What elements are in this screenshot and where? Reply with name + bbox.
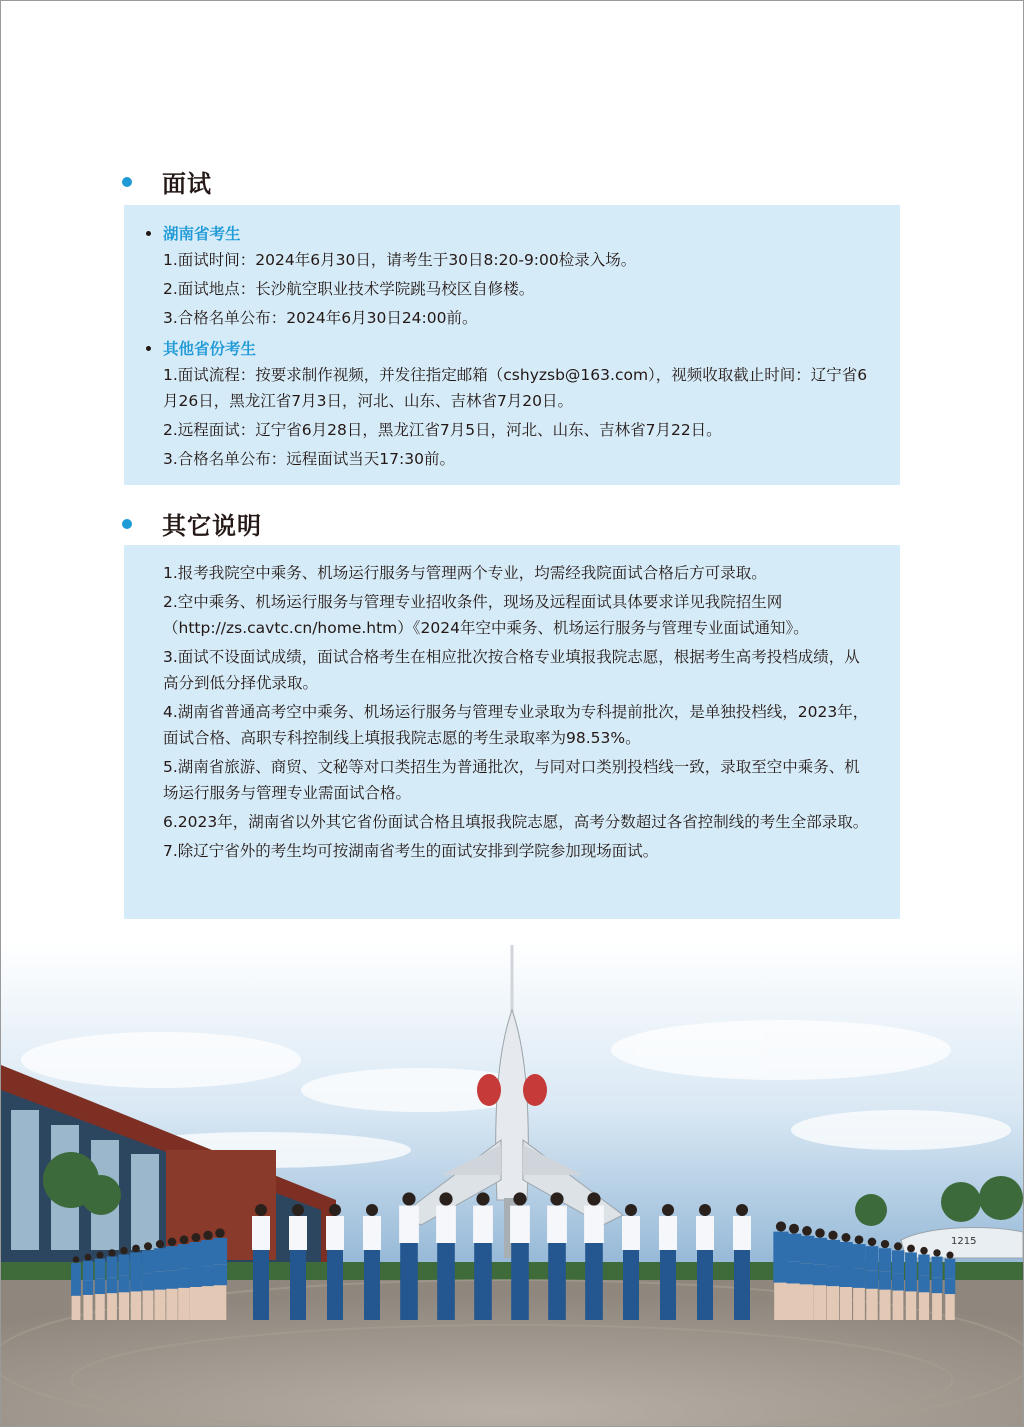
student-female — [177, 1235, 190, 1320]
student-female — [852, 1235, 865, 1320]
student-female — [71, 1256, 81, 1320]
student-female — [154, 1240, 166, 1320]
student-female — [866, 1238, 879, 1320]
student-female — [118, 1247, 129, 1320]
group-photo — [1, 940, 1023, 1426]
student-male — [473, 1192, 493, 1320]
note-item: 4.湖南省普通高考空中乘务、机场运行服务与管理专业录取为专科提前批次，是单独投档线，2023年，面试合格、高职专科控制线上填报我院志愿的考生录取率为98.53%。 — [163, 703, 869, 747]
student-female — [813, 1228, 827, 1320]
student-female — [201, 1231, 215, 1320]
heading-bullet-icon — [122, 177, 132, 187]
student-male — [326, 1204, 344, 1320]
student-female — [107, 1249, 118, 1320]
note-item: 5.湖南省旅游、商贸、文秘等对口类招生为普通批次，与同对口类别投档线一致，录取至空中乘务、机场运行服务与管理专业需面试合格。 — [163, 758, 860, 802]
student-male — [733, 1204, 751, 1320]
student-male — [252, 1204, 270, 1320]
others-line: 2.远程面试：辽宁省6月28日，黑龙江省7月5日，河北、山东、吉林省7月22日。 — [163, 421, 722, 439]
bullet-icon — [146, 231, 151, 236]
student-male — [510, 1192, 530, 1320]
student-male — [363, 1204, 381, 1320]
student-female — [189, 1233, 203, 1320]
student-female — [879, 1240, 891, 1320]
notes-heading — [122, 506, 262, 541]
student-male — [436, 1192, 456, 1320]
student-male — [696, 1204, 714, 1320]
interview-title: 面试 — [162, 170, 212, 198]
hunan-title: 湖南省考生 — [163, 225, 241, 243]
student-male — [547, 1192, 567, 1320]
student-female — [800, 1226, 815, 1320]
bullet-icon — [146, 346, 151, 351]
notes-panel — [124, 545, 900, 919]
note-item: 1.报考我院空中乘务、机场运行服务与管理两个专业，均需经我院面试合格后方可录取。 — [163, 564, 767, 582]
student-female — [130, 1245, 142, 1320]
student-female — [142, 1242, 154, 1320]
others-line: 1.面试流程：按要求制作视频，并发往指定邮箱（cshyzsb@163.com），视频收取截止时间：辽宁省6月26日，黑龙江省7月3日，河北、山东、吉林省7月20日。 — [163, 366, 868, 410]
student-male — [399, 1192, 419, 1320]
hunan-line: 1.面试时间：2024年6月30日，请考生于30日8:20-9:00检录入场。 — [163, 251, 637, 269]
student-female — [839, 1233, 853, 1320]
aircraft-number: 1215 — [951, 1236, 977, 1247]
others-group-head — [146, 334, 900, 362]
student-female — [213, 1228, 227, 1320]
student-female — [95, 1252, 106, 1320]
student-female — [945, 1252, 956, 1320]
others-line: 3.合格名单公布：远程面试当天17:30前。 — [163, 450, 455, 468]
student-female — [892, 1242, 904, 1320]
student-female — [773, 1221, 788, 1320]
others-title: 其他省份考生 — [163, 340, 257, 358]
hunan-line: 3.合格名单公布：2024年6月30日24:00前。 — [163, 309, 478, 327]
note-item: 2.空中乘务、机场运行服务与管理专业招收条件，现场及远程面试具体要求详见我院招生网（http://zs.cavtc.cn/home.htm）《2024年空中乘务、机场运行服务与管理专业面试通知》。 — [163, 593, 809, 637]
student-female — [918, 1247, 929, 1320]
student-female — [932, 1249, 943, 1320]
interview-panel — [124, 205, 900, 485]
student-male — [584, 1192, 604, 1320]
student-female — [826, 1231, 840, 1320]
student-female — [905, 1245, 917, 1320]
note-item: 3.面试不设面试成绩，面试合格考生在相应批次按合格专业填报我院志愿，根据考生高考投档成绩，从高分到低分择优录取。 — [163, 648, 860, 692]
student-male — [659, 1204, 677, 1320]
hunan-line: 2.面试地点：长沙航空职业技术学院跳马校区自修楼。 — [163, 280, 535, 298]
notes-title: 其它说明 — [162, 512, 262, 540]
student-female — [83, 1254, 93, 1320]
note-item: 7.除辽宁省外的考生均可按湖南省考生的面试安排到学院参加现场面试。 — [163, 842, 659, 860]
hunan-group-head — [146, 219, 900, 247]
interview-heading — [122, 164, 212, 199]
student-male — [622, 1204, 640, 1320]
group-photo-illustration — [1, 940, 1023, 1426]
heading-bullet-icon — [122, 519, 132, 529]
student-female — [787, 1224, 802, 1320]
note-item: 6.2023年，湖南省以外其它省份面试合格且填报我院志愿，高考分数超过各省控制线的考生全部录取。 — [163, 813, 869, 831]
student-male — [289, 1204, 307, 1320]
student-female — [166, 1238, 179, 1320]
